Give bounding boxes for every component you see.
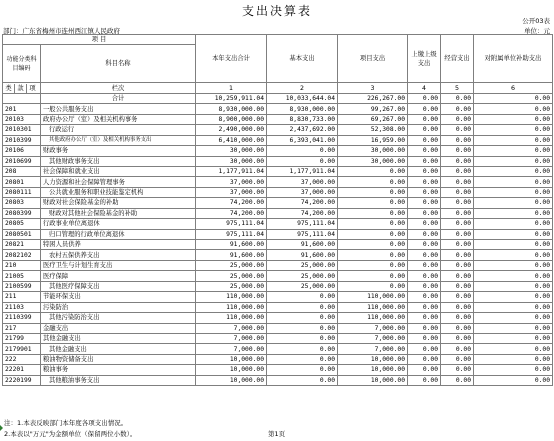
basic-header: 基本支出 [267, 35, 338, 83]
subject-code: 2220199 [3, 375, 41, 385]
table-row [3, 333, 553, 343]
value-cell-1: 8,930,000.00 [196, 104, 267, 114]
value-cell-1: 91,600.00 [196, 250, 267, 260]
subject-name: 金融支出 [41, 323, 196, 333]
subject-code: 222 [3, 354, 41, 364]
value-cell-4: 0.00 [408, 219, 441, 229]
value-cell-4: 0.00 [408, 114, 441, 124]
subject-name: 行政事业单位离退休 [41, 219, 196, 229]
value-cell-5: 0.00 [441, 104, 474, 114]
value-cell-5: 0.00 [441, 187, 474, 197]
value-cell-6: 0.00 [474, 250, 553, 260]
value-cell-2: 2,437,692.00 [267, 125, 338, 135]
table-row [3, 375, 553, 385]
subject-name: 归口管理的行政单位离退休 [41, 229, 196, 239]
value-cell-5: 0.00 [441, 271, 474, 281]
value-cell-2: 0.00 [267, 354, 338, 364]
value-cell-5: 0.00 [441, 292, 474, 302]
value-cell-5: 0.00 [441, 177, 474, 187]
subject-name: 节能环保支出 [41, 292, 196, 302]
table-row [3, 104, 553, 114]
value-cell-3: 110,000.00 [338, 302, 408, 312]
subject-name: 其他污染防治支出 [41, 313, 196, 323]
value-cell-3: 10,000.00 [338, 354, 408, 364]
value-cell-2: 74,200.00 [267, 198, 338, 208]
table-row [3, 146, 553, 156]
value-cell-5: 0.00 [441, 198, 474, 208]
report-title: 支出决算表 [241, 4, 312, 18]
value-cell-6: 0.00 [474, 156, 553, 166]
subject-name: 公共就业服务和职业技能鉴定机构 [41, 187, 196, 197]
value-cell-5: 0.00 [441, 333, 474, 343]
value-cell-1: 7,000.00 [196, 323, 267, 333]
table-row [3, 250, 553, 260]
project-header: 项目支出 [338, 35, 408, 83]
value-cell-4: 0.00 [408, 313, 441, 323]
value-cell-2: 91,600.00 [267, 250, 338, 260]
subject-name: 特困人员供养 [41, 240, 196, 250]
subject-code: 2080399 [3, 208, 41, 218]
value-cell-4: 0.00 [408, 240, 441, 250]
value-cell-3: 7,000.00 [338, 333, 408, 343]
subject-code: 21799 [3, 333, 41, 343]
table-row [3, 177, 553, 187]
table-row [3, 344, 553, 354]
value-cell-1: 110,000.00 [196, 292, 267, 302]
value-cell-4: 0.00 [408, 333, 441, 343]
form-code: 公开03表 [522, 17, 550, 25]
value-cell-2: 0.00 [267, 313, 338, 323]
page-number: 第1页 [268, 430, 286, 438]
row-marker-icon [0, 425, 3, 431]
table-row [3, 313, 553, 323]
subject-name: 粮油事务 [41, 365, 196, 375]
value-cell-1: 74,200.00 [196, 198, 267, 208]
table-row [3, 208, 553, 218]
value-cell-3: 0.00 [338, 166, 408, 176]
value-cell-2: 975,111.04 [267, 229, 338, 239]
subject-code: 20821 [3, 240, 41, 250]
table-row [3, 166, 553, 176]
subject-name: 社会保障和就业支出 [41, 166, 196, 176]
subject-code: 208 [3, 166, 41, 176]
value-cell-5: 0.00 [441, 229, 474, 239]
value-cell-1: 25,000.00 [196, 281, 267, 291]
subject-code: 2110399 [3, 313, 41, 323]
value-cell-1: 6,410,000.00 [196, 135, 267, 145]
value-cell-2: 0.00 [267, 323, 338, 333]
table-row [3, 281, 553, 291]
value-cell-4: 0.00 [408, 281, 441, 291]
value-cell-3: 16,959.00 [338, 135, 408, 145]
value-cell-6: 0.00 [474, 271, 553, 281]
value-cell-1: 10,000.00 [196, 375, 267, 385]
value-cell-2: 975,111.04 [267, 219, 338, 229]
value-cell-6: 0.00 [474, 177, 553, 187]
value-cell-4: 0.00 [408, 292, 441, 302]
table-row [3, 229, 553, 239]
table-row [3, 365, 553, 375]
subject-code: 2010301 [3, 125, 41, 135]
value-cell-4: 0.00 [408, 365, 441, 375]
value-cell-5: 0.00 [441, 365, 474, 375]
subject-code: 2100599 [3, 281, 41, 291]
col-num-3: 3 [338, 83, 408, 93]
value-cell-5: 0.00 [441, 146, 474, 156]
value-cell-6: 0.00 [474, 135, 553, 145]
subject-code: 2080501 [3, 229, 41, 239]
value-cell-2: 74,200.00 [267, 208, 338, 218]
value-cell-1: 91,600.00 [196, 240, 267, 250]
value-cell-5: 0.00 [441, 250, 474, 260]
value-cell-2: 8,930,000.00 [267, 104, 338, 114]
value-cell-6: 0.00 [474, 260, 553, 270]
value-cell-2: 0.00 [267, 292, 338, 302]
value-cell-3: 99,267.00 [338, 104, 408, 114]
value-cell-1: 25,000.00 [196, 260, 267, 270]
value-cell-3: 0.00 [338, 250, 408, 260]
value-cell-2: 0.00 [267, 146, 338, 156]
value-cell-3: 30,000.00 [338, 156, 408, 166]
value-cell-3: 0.00 [338, 281, 408, 291]
subject-name: 财政事务 [41, 146, 196, 156]
total-value-6: 0.00 [474, 93, 553, 103]
table-row [3, 114, 553, 124]
value-cell-3: 0.00 [338, 229, 408, 239]
value-cell-4: 0.00 [408, 146, 441, 156]
note-1: 注：1.本表反映部门本年度各项支出情况。 [4, 419, 128, 427]
value-cell-1: 1,177,911.04 [196, 166, 267, 176]
value-cell-4: 0.00 [408, 344, 441, 354]
value-cell-4: 0.00 [408, 229, 441, 239]
subject-code: 2080111 [3, 187, 41, 197]
value-cell-3: 110,000.00 [338, 292, 408, 302]
value-cell-5: 0.00 [441, 166, 474, 176]
value-cell-1: 7,000.00 [196, 333, 267, 343]
subject-code: 2082102 [3, 250, 41, 260]
total-row [3, 93, 553, 103]
value-cell-5: 0.00 [441, 219, 474, 229]
value-cell-6: 0.00 [474, 198, 553, 208]
subsidiary-header: 对附属单位补助支出 [474, 35, 553, 83]
value-cell-5: 0.00 [441, 135, 474, 145]
value-cell-3: 110,000.00 [338, 313, 408, 323]
value-cell-1: 2,490,000.00 [196, 125, 267, 135]
value-cell-2: 0.00 [267, 375, 338, 385]
value-cell-3: 7,000.00 [338, 344, 408, 354]
value-cell-4: 0.00 [408, 250, 441, 260]
note-2: 2.本表以"万元"为金额单位（保留两位小数）。 [4, 430, 137, 438]
subject-name: 其他粮油事务支出 [41, 375, 196, 385]
value-cell-2: 0.00 [267, 156, 338, 166]
value-cell-6: 0.00 [474, 375, 553, 385]
value-cell-6: 0.00 [474, 104, 553, 114]
value-cell-5: 0.00 [441, 281, 474, 291]
value-cell-3: 69,267.00 [338, 114, 408, 124]
lei-kuan-xiang-header [3, 83, 41, 93]
value-cell-1: 10,000.00 [196, 354, 267, 364]
subject-name: 医疗卫生与计划生育支出 [41, 260, 196, 270]
subject-name: 其他医疗保障支出 [41, 281, 196, 291]
value-cell-6: 0.00 [474, 302, 553, 312]
value-cell-4: 0.00 [408, 156, 441, 166]
subject-code: 21005 [3, 271, 41, 281]
subject-code: 21103 [3, 302, 41, 312]
subject-code: 2179901 [3, 344, 41, 354]
value-cell-6: 0.00 [474, 292, 553, 302]
value-cell-2: 37,000.00 [267, 187, 338, 197]
value-cell-4: 0.00 [408, 375, 441, 385]
value-cell-5: 0.00 [441, 240, 474, 250]
value-cell-4: 0.00 [408, 302, 441, 312]
value-cell-4: 0.00 [408, 104, 441, 114]
value-cell-2: 91,600.00 [267, 240, 338, 250]
value-cell-3: 52,308.00 [338, 125, 408, 135]
value-cell-1: 10,000.00 [196, 365, 267, 375]
subject-code: 217 [3, 323, 41, 333]
value-cell-3: 0.00 [338, 208, 408, 218]
value-cell-6: 0.00 [474, 229, 553, 239]
value-cell-6: 0.00 [474, 365, 553, 375]
total-value-4: 0.00 [408, 93, 441, 103]
value-cell-4: 0.00 [408, 187, 441, 197]
value-cell-4: 0.00 [408, 271, 441, 281]
table-row [3, 354, 553, 364]
value-cell-5: 0.00 [441, 344, 474, 354]
value-cell-2: 25,000.00 [267, 281, 338, 291]
value-cell-6: 0.00 [474, 125, 553, 135]
value-cell-5: 0.00 [441, 260, 474, 270]
value-cell-4: 0.00 [408, 208, 441, 218]
value-cell-1: 37,000.00 [196, 187, 267, 197]
value-cell-5: 0.00 [441, 323, 474, 333]
value-cell-1: 110,000.00 [196, 302, 267, 312]
subject-code: 210 [3, 260, 41, 270]
value-cell-2: 0.00 [267, 344, 338, 354]
value-cell-4: 0.00 [408, 135, 441, 145]
value-cell-2: 0.00 [267, 302, 338, 312]
unit-label: 单位：元 [524, 27, 550, 35]
subject-name: 人力资源和社会保障管理事务 [41, 177, 196, 187]
value-cell-3: 0.00 [338, 240, 408, 250]
total-value-2: 10,033,644.04 [267, 93, 338, 103]
table-row [3, 240, 553, 250]
value-cell-1: 7,000.00 [196, 344, 267, 354]
value-cell-4: 0.00 [408, 166, 441, 176]
table-row [3, 219, 553, 229]
subject-code: 22201 [3, 365, 41, 375]
value-cell-5: 0.00 [441, 114, 474, 124]
value-cell-6: 0.00 [474, 208, 553, 218]
value-cell-1: 25,000.00 [196, 271, 267, 281]
subject-code: 20803 [3, 198, 41, 208]
col-num-1: 1 [196, 83, 267, 93]
col-num-4: 4 [408, 83, 441, 93]
subject-code: 20106 [3, 146, 41, 156]
value-cell-2: 37,000.00 [267, 177, 338, 187]
value-cell-5: 0.00 [441, 156, 474, 166]
value-cell-3: 0.00 [338, 198, 408, 208]
total-value-5: 0.00 [441, 93, 474, 103]
value-cell-3: 0.00 [338, 260, 408, 270]
department-label: 部门：广东省梅州市连州西江镇人民政府 [3, 27, 120, 35]
value-cell-1: 30,000.00 [196, 146, 267, 156]
table-row [3, 135, 553, 145]
table-row [3, 292, 553, 302]
item-header: 项 目 [3, 35, 196, 45]
value-cell-4: 0.00 [408, 323, 441, 333]
expenditure-table [2, 34, 553, 386]
value-cell-5: 0.00 [441, 302, 474, 312]
value-cell-6: 0.00 [474, 187, 553, 197]
value-cell-4: 0.00 [408, 125, 441, 135]
subject-name: 财政对社会保险基金的补助 [41, 198, 196, 208]
value-cell-3: 30,000.00 [338, 146, 408, 156]
subject-name: 农村五保供养支出 [41, 250, 196, 260]
value-cell-4: 0.00 [408, 198, 441, 208]
value-cell-3: 0.00 [338, 219, 408, 229]
col-num-2: 2 [267, 83, 338, 93]
value-cell-6: 0.00 [474, 344, 553, 354]
subject-code: 20103 [3, 114, 41, 124]
value-cell-2: 6,393,041.00 [267, 135, 338, 145]
value-cell-3: 7,000.00 [338, 323, 408, 333]
value-cell-3: 0.00 [338, 177, 408, 187]
subject-name: 财政对其他社会保险基金的补助 [41, 208, 196, 218]
upper-header: 上缴上级支出 [408, 35, 441, 83]
total-label: 合计 [41, 93, 196, 103]
value-cell-2: 0.00 [267, 365, 338, 375]
subject-name: 污染防治 [41, 302, 196, 312]
subject-name: 其他金融支出 [41, 344, 196, 354]
value-cell-1: 975,111.04 [196, 229, 267, 239]
subject-name-header: 科目名称 [41, 45, 196, 83]
xiang-label: 项 [29, 84, 36, 92]
value-cell-1: 8,900,000.00 [196, 114, 267, 124]
value-cell-5: 0.00 [441, 354, 474, 364]
value-cell-4: 0.00 [408, 260, 441, 270]
subject-code: 201 [3, 104, 41, 114]
value-cell-5: 0.00 [441, 313, 474, 323]
value-cell-3: 10,000.00 [338, 365, 408, 375]
subject-code: 2010699 [3, 156, 41, 166]
value-cell-2: 0.00 [267, 333, 338, 343]
value-cell-6: 0.00 [474, 166, 553, 176]
subject-name: 粮油物资储备支出 [41, 354, 196, 364]
value-cell-5: 0.00 [441, 208, 474, 218]
subject-name: 行政运行 [41, 125, 196, 135]
value-cell-6: 0.00 [474, 146, 553, 156]
table-row [3, 323, 553, 333]
value-cell-6: 0.00 [474, 313, 553, 323]
value-cell-3: 0.00 [338, 271, 408, 281]
table-row [3, 198, 553, 208]
value-cell-6: 0.00 [474, 333, 553, 343]
value-cell-1: 37,000.00 [196, 177, 267, 187]
value-cell-2: 25,000.00 [267, 260, 338, 270]
table-row [3, 271, 553, 281]
col-num-6: 6 [474, 83, 553, 93]
subject-code: 2010399 [3, 135, 41, 145]
subject-code: 20801 [3, 177, 41, 187]
value-cell-2: 25,000.00 [267, 271, 338, 281]
value-cell-3: 0.00 [338, 187, 408, 197]
subject-name: 政府办公厅（室）及相关机构事务 [41, 114, 196, 124]
value-cell-1: 975,111.04 [196, 219, 267, 229]
table-row [3, 260, 553, 270]
subject-name: 其他财政事务支出 [41, 156, 196, 166]
total-value-3: 226,267.00 [338, 93, 408, 103]
subject-name: 其他金融支出 [41, 333, 196, 343]
column-label: 栏次 [41, 83, 196, 93]
col-num-5: 5 [441, 83, 474, 93]
kuan-label: 款 [15, 84, 27, 93]
total-value-1: 10,259,911.04 [196, 93, 267, 103]
value-cell-2: 8,830,733.00 [267, 114, 338, 124]
table-row [3, 187, 553, 197]
lei-label: 类 [3, 84, 15, 93]
value-cell-6: 0.00 [474, 354, 553, 364]
value-cell-2: 1,177,911.04 [267, 166, 338, 176]
table-row [3, 302, 553, 312]
value-cell-1: 110,000.00 [196, 313, 267, 323]
subject-code: 211 [3, 292, 41, 302]
value-cell-5: 0.00 [441, 375, 474, 385]
value-cell-6: 0.00 [474, 114, 553, 124]
value-cell-4: 0.00 [408, 177, 441, 187]
value-cell-3: 10,000.00 [338, 375, 408, 385]
subject-name: 一般公共服务支出 [41, 104, 196, 114]
subject-name: 其他政府办公厅（室）及相关机构事务支出 [41, 135, 196, 145]
value-cell-4: 0.00 [408, 354, 441, 364]
total-header: 本年支出合计 [196, 35, 267, 83]
subject-code: 20805 [3, 219, 41, 229]
total-code-cell [3, 93, 41, 103]
value-cell-6: 0.00 [474, 219, 553, 229]
value-cell-6: 0.00 [474, 240, 553, 250]
value-cell-6: 0.00 [474, 281, 553, 291]
value-cell-5: 0.00 [441, 125, 474, 135]
business-header: 经营支出 [441, 35, 474, 83]
value-cell-1: 30,000.00 [196, 156, 267, 166]
value-cell-6: 0.00 [474, 323, 553, 333]
value-cell-1: 74,200.00 [196, 208, 267, 218]
table-row [3, 125, 553, 135]
table-row [3, 156, 553, 166]
func-class-header: 功能分类科目编码 [3, 45, 41, 83]
subject-name: 医疗保障 [41, 271, 196, 281]
